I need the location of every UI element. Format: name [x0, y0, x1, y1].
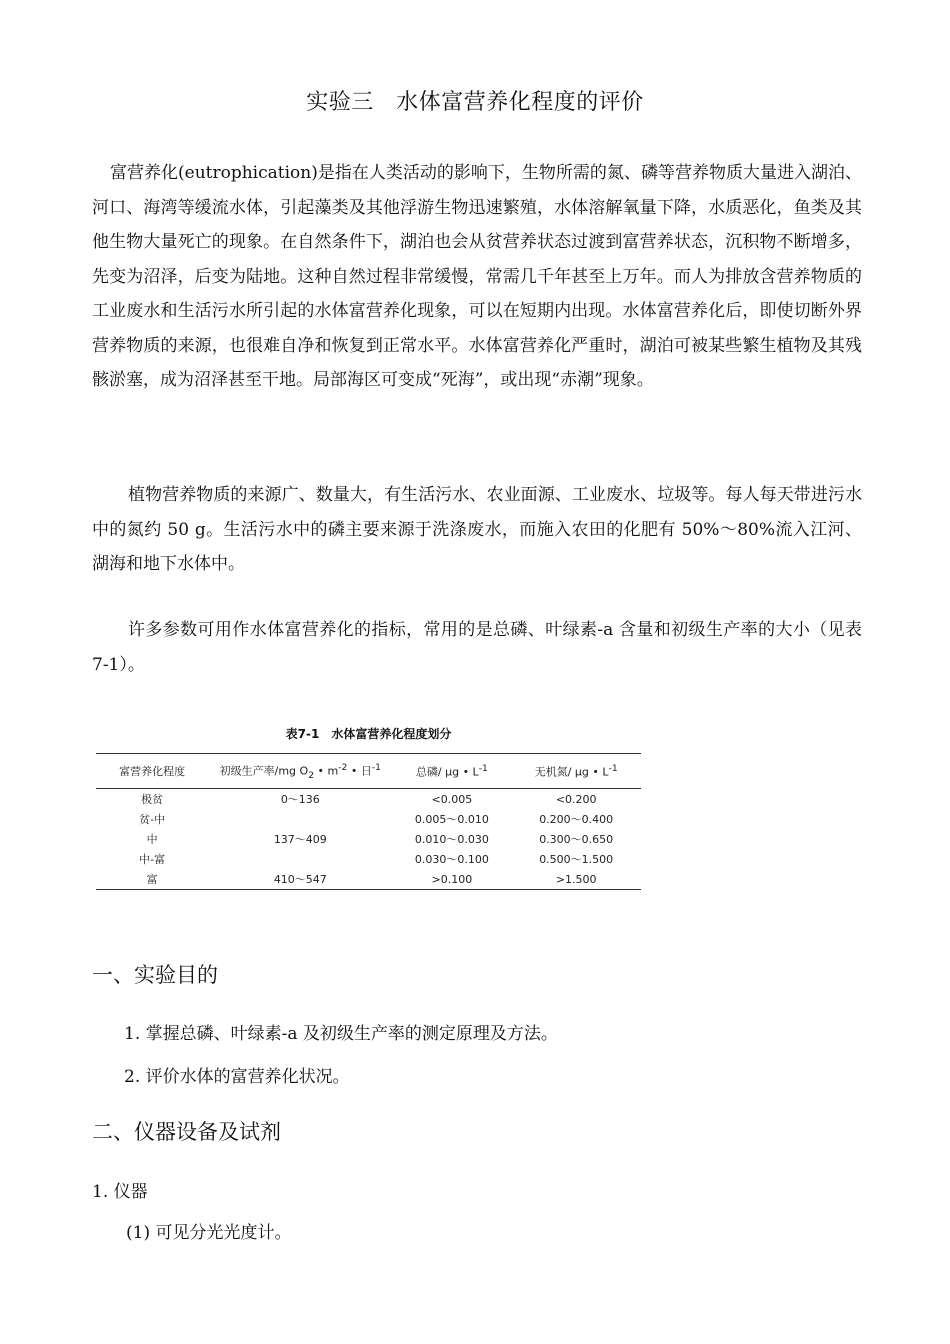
page-title: 实验三 水体富营养化程度的评价	[306, 90, 644, 115]
header-productivity-post: • 日	[347, 764, 372, 778]
table-row	[96, 809, 641, 829]
paragraph-eutrophication-definition: 富营养化(eutrophication)是指在人类活动的影响下，生物所需的氮、磷等营养物质大量进入湖泊、河口、海湾等缓流水体，引起藻类及其他浮游生物迅速繁殖，水体溶解氧量下降，水质恶化，鱼类及其他生物大量死亡的现象。在自然条件下，湖泊也会从贫营养状态过渡到富营养状态，沉积物不断增多，先变为沼泽，后变为陆地。这种自然过程非常缓慢，常需几千年甚至上万年。而人为排放含营养物质的工业废水和生活污水所引起的水体富营养化现象，可以在短期内出现。水体富营养化后，即使切断外界营养物质的来源，也很难自净和恢复到正常水平。水体富营养化严重时，湖泊可被某些繁生植物及其残骸淤塞，成为沼泽甚至干地。局部海区可变成“死海”，或出现“赤潮”现象。	[92, 163, 862, 390]
header-productivity-mid: • m	[314, 764, 339, 778]
cell-phosphorus: >0.100	[431, 872, 473, 886]
cell-level: 极贫	[141, 793, 164, 806]
cell-productivity: 410～547	[273, 873, 327, 886]
table-header-row	[96, 754, 641, 789]
cell-phosphorus: 0.005～0.010	[414, 813, 489, 826]
header-phosphorus-sup: -1	[478, 762, 488, 774]
header-productivity-sup2: -1	[371, 761, 381, 773]
cell-nitrogen: 0.300～0.650	[539, 833, 614, 846]
header-level: 富营养化程度	[119, 765, 186, 778]
section-heading-objectives: 一、实验目的	[92, 963, 218, 987]
cell-nitrogen: >1.500	[555, 872, 597, 886]
subsection-heading-instruments: 1. 仪器	[92, 1182, 148, 1202]
instrument-item: (1) 可见分光光度计。	[126, 1223, 292, 1243]
header-productivity-sup1: -2	[338, 761, 348, 773]
section-heading-equipment: 二、仪器设备及试剂	[92, 1120, 281, 1144]
header-productivity-pre: 初级生产率/mg O	[219, 764, 309, 778]
cell-nitrogen: 0.500～1.500	[539, 853, 614, 866]
cell-level: 中	[146, 833, 158, 846]
cell-level: 贫-中	[139, 813, 166, 826]
table-row	[96, 849, 641, 869]
table-row	[96, 869, 641, 890]
cell-productivity: 137～409	[273, 833, 327, 846]
header-nitrogen	[511, 754, 641, 789]
cell-productivity	[208, 849, 392, 869]
header-phosphorus	[392, 754, 511, 789]
cell-phosphorus: 0.010～0.030	[414, 833, 489, 846]
table-caption: 表7-1 水体富营养化程度划分	[285, 727, 452, 741]
cell-nitrogen: <0.200	[555, 792, 597, 806]
cell-level: 富	[146, 873, 158, 886]
objective-item: 1. 掌握总磷、叶绿素-a 及初级生产率的测定原理及方法。	[124, 1024, 558, 1044]
header-phosphorus-text: 总磷/ μg • L	[415, 765, 479, 779]
cell-phosphorus: <0.005	[431, 792, 473, 806]
header-productivity-sub: 2	[308, 769, 315, 781]
paragraph-nutrient-sources: 植物营养物质的来源广、数量大，有生活污水、农业面源、工业废水、垃圾等。每人每天带进污水中的氮约 50 g。生活污水中的磷主要来源于洗涤废水，而施入农田的化肥有 50%～80%流入江河、湖海和地下水体中。	[92, 485, 862, 574]
cell-nitrogen: 0.200～0.400	[539, 813, 614, 826]
eutrophication-table	[96, 753, 641, 890]
table-row	[96, 789, 641, 810]
header-nitrogen-text: 无机氮/ μg • L	[534, 765, 609, 779]
table-row	[96, 829, 641, 849]
header-nitrogen-sup: -1	[608, 762, 618, 774]
header-productivity	[208, 754, 392, 789]
cell-productivity: 0～136	[280, 793, 320, 806]
paragraph-indicators: 许多参数可用作水体富营养化的指标，常用的是总磷、叶绿素-a 含量和初级生产率的大小（见表 7-1）。	[92, 620, 862, 675]
cell-level: 中-富	[139, 853, 166, 866]
objective-item: 2. 评价水体的富营养化状况。	[124, 1067, 350, 1087]
cell-productivity	[208, 809, 392, 829]
cell-phosphorus: 0.030～0.100	[414, 853, 489, 866]
